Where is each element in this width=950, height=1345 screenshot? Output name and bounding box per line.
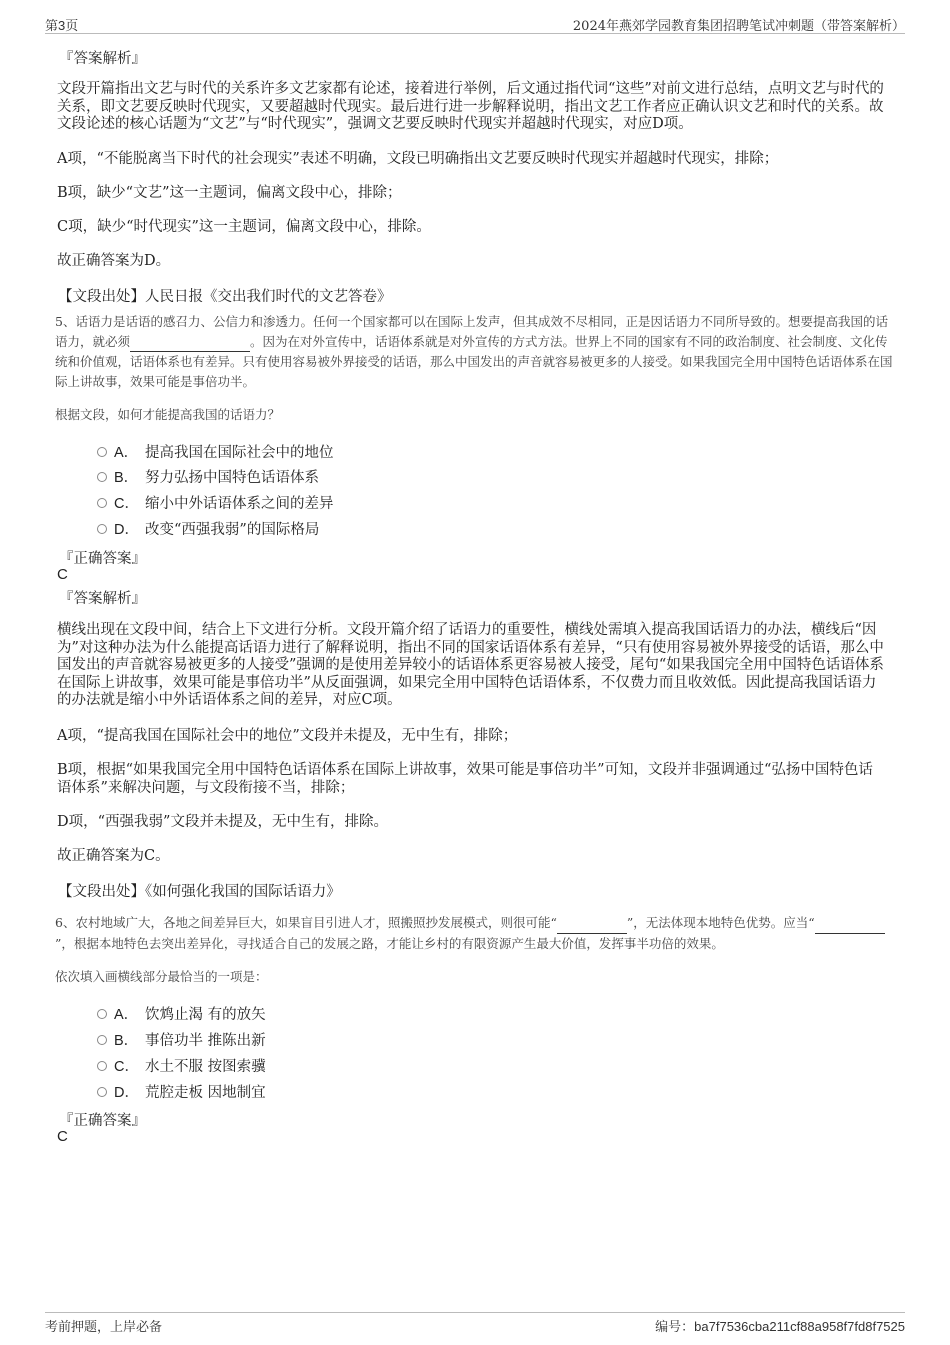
- q4-analysis-b: B项，缺少“文艺”这一主题词，偏离文段中心，排除；: [57, 185, 402, 201]
- q5-analysis-main: 横线出现在文段中间，结合上下文进行分析。文段开篇介绍了话语力的重要性，横线处需填入提高我国话语力的办法，横线后“因为”对这种办法为什么能提高话语力进行了解释说明，指出不同的国家话语体系有差异，“只有使用容易被外界接受的话语，那么中国发出的声音就容易被更多的人接受”强调的是使用差异较小的话语体系更容易被人接受，尾句“如果我国完全用中国特色话语体系在国际上讲故事，效果可能是事倍功半”从反面强调，如果完全用中国特色话语体系，不仅费力而且收效低。因此提高我国话语力的办法就是缩小中外话语体系之间的差异，对应C项。: [57, 622, 884, 708]
- radio-icon[interactable]: [97, 524, 107, 534]
- analysis-label: 『答案解析』: [59, 591, 146, 607]
- q4-conclusion: 故正确答案为D。: [57, 253, 171, 269]
- correct-answer-label: 『正确答案』: [59, 551, 146, 567]
- q5-stem-after: 。因为在对外宣传中，话语体系就是对外宣传的方式方法。世界上不同的国家有不同的政治制度、社会制度、文化传统和价值观，话语体系也有差异。只有使用容易被外界接受的话语，那么中国发出的声音就容易被更多的人接受。如果我国完全用中国特色话语体系在国际上讲故事，效果可能是事倍功半。: [55, 333, 893, 389]
- q5-answer: C: [57, 566, 68, 583]
- radio-icon[interactable]: [97, 472, 107, 482]
- footer-note: 考前押题，上岸必备: [45, 1320, 163, 1335]
- q5-analysis-d: D项，“西强我弱”文段并未提及，无中生有，排除。: [57, 814, 388, 830]
- radio-icon[interactable]: [97, 498, 107, 508]
- radio-icon[interactable]: [97, 1035, 107, 1045]
- q5-stem-before: 5、话语力是话语的感召力、公信力和渗透力。任何一个国家都可以在国际上发声，但其成效不尽相同，正是因话语力不同所导致的。想要提高我国的话语力，就必须: [55, 314, 888, 349]
- q5-conclusion: 故正确答案为C。: [57, 848, 170, 864]
- radio-icon[interactable]: [97, 447, 107, 457]
- page-header: [45, 13, 905, 34]
- page-number: 第3页: [45, 18, 79, 33]
- radio-icon[interactable]: [97, 1061, 107, 1071]
- q6-question: 依次填入画横线部分最恰当的一项是：: [55, 969, 268, 984]
- document-code: 编号：ba7f7536cba211cf88a958f7fd8f7525: [655, 1319, 905, 1335]
- radio-icon[interactable]: [97, 1087, 107, 1097]
- q4-analysis-c: C项，缺少“时代现实”这一主题词，偏离文段中心，排除。: [57, 219, 431, 235]
- radio-icon[interactable]: [97, 1009, 107, 1019]
- q6-blank-1: [557, 913, 627, 934]
- q5-source: 【文段出处】《如何强化我国的国际话语力》: [58, 884, 341, 900]
- q6-answer: C: [57, 1128, 68, 1145]
- q4-source: 【文段出处】人民日报《交出我们时代的文艺答卷》: [58, 289, 392, 305]
- page-footer: [45, 1312, 905, 1335]
- q5-question: 根据文段，如何才能提高我国的话语力？: [55, 407, 281, 422]
- correct-answer-label: 『正确答案』: [59, 1113, 146, 1129]
- q4-analysis-summary: 文段开篇指出文艺与时代的关系许多文艺家都有论述，接着进行举例，后文通过指代词“这些”对前文进行总结，点明文艺与时代的关系，即文艺要反映时代现实，又要超越时代现实。最后进行进一步解释说明，指出文艺工作者应正确认识文艺和时代的关系。故文段论述的核心话题为“文艺”与“时代现实”，强调文艺要反映时代现实并超越时代现实，对应D项。: [57, 81, 884, 132]
- q5-blank: [130, 332, 250, 353]
- q6-blank-2: [815, 913, 885, 934]
- q5-analysis-b: B项，根据“如果我国完全用中国特色话语体系在国际上讲故事，效果可能是事倍功半”可知，文段并非强调通过“弘扬中国特色话语体系”来解决问题，与文段衔接不当，排除；: [57, 762, 873, 796]
- document-title: 2024年燕郊学园教育集团招聘笔试冲刺题（带答案解析）: [572, 19, 905, 34]
- q6-stem: 6、农村地域广大，各地之间差异巨大，如果盲目引进人才，照搬照抄发展模式，则很可能“ ”，无法体现本地特色优势。应当“ ”，根据本地特色去突出差异化，寻找适合自己的发展之路，才能让乡村的有限资源产生最大价值，发挥事半功倍的效果。: [55, 913, 893, 953]
- q5-analysis-a: A项，“提高我国在国际社会中的地位”文段并未提及，无中生有，排除；: [57, 728, 518, 744]
- analysis-label: 『答案解析』: [59, 51, 146, 67]
- q4-analysis-a: A项，“不能脱离当下时代的社会现实”表述不明确，文段已明确指出文艺要反映时代现实并超越时代现实，排除；: [57, 151, 779, 167]
- q5-stem: [55, 312, 893, 391]
